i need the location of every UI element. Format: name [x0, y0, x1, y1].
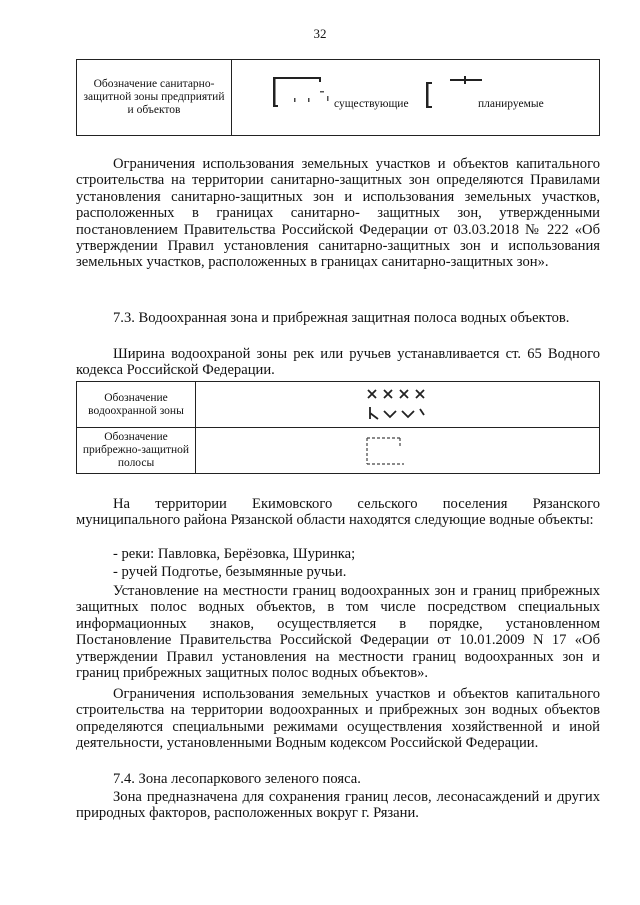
- water-protection-zone-symbol-cell: [196, 382, 600, 428]
- coastal-protection-strip-label: Обозначение прибрежно-защитной полосы: [77, 428, 196, 474]
- existing-sanitary-zone-symbol: [272, 76, 334, 114]
- water-zone-legend-table: [76, 381, 600, 474]
- table-row: [77, 428, 600, 474]
- planned-label: планируемые: [478, 98, 544, 110]
- section-heading-7-3: 7.3. Водоохранная зона и прибрежная защитная полоса водных объектов.: [113, 310, 570, 326]
- paragraph-sanitary-restrictions: Ограничения использования земельных участков и объектов капитального строительства на территории санитарно-защитных зон определяются Правилами установления санитарно-защитных зон и использования земельных участков, расположенных в границах санитарно- защитных зон, утвержденными постановлением Правительства Российской Федерации от 03.03.2018 № 222 «Об утверждении Правил установления санитарно-защитных зон и использования земельных участков, расположенных в границах санитарно-защитных зон».: [76, 156, 600, 271]
- section-heading-7-4: 7.4. Зона лесопаркового зеленого пояса.: [113, 771, 361, 787]
- sanitary-zone-label: Обозначение санитарно-защитной зоны предприятий и объектов: [77, 60, 232, 136]
- page-number: 32: [313, 26, 327, 41]
- sanitary-zone-legend-table: [76, 59, 600, 136]
- water-protection-zone-symbol: [366, 387, 442, 423]
- list-item-streams: - ручей Подготье, безымянные ручьи.: [113, 564, 347, 580]
- sanitary-zone-symbols: [232, 60, 600, 136]
- planned-sanitary-zone-symbol: [424, 76, 486, 114]
- water-protection-zone-label: Обозначение водоохранной зоны: [77, 382, 196, 428]
- paragraph-water-bodies-intro: На территории Екимовского сельского поселения Рязанского муниципального района Рязанской области находятся следующие водные объекты:: [76, 496, 600, 529]
- existing-label: существующие: [334, 98, 409, 110]
- list-item-rivers: - реки: Павловка, Берёзовка, Шуринка;: [113, 546, 356, 562]
- paragraph-green-belt: Зона предназначена для сохранения границ лесов, лесонасаждений и других природных факторов, расположенных вокруг г. Рязани.: [76, 789, 600, 822]
- table-row: [77, 60, 600, 136]
- paragraph-water-zone-restrictions: Ограничения использования земельных участков и объектов капитального строительства на территории водоохранных и прибрежных зон водных объектов определяются специальными режимами осуществления хозяйственной и иной деятельности, установленными Водным кодексом Российской Федерации.: [76, 686, 600, 752]
- paragraph-boundary-establishment: Установление на местности границ водоохранных зон и границ прибрежных защитных полос водных объектов, в том числе посредством специальных информационных знаков, осуществляется в порядке, установленном Постановление Правительства Российской Федерации от 10.01.2009 N 17 «Об утверждении Правил установления на местности границ водоохранных зон и границ прибрежных защитных полос водных объектов».: [76, 583, 600, 682]
- coastal-protection-strip-symbol-cell: [196, 428, 600, 474]
- coastal-protection-strip-symbol: [364, 434, 414, 468]
- table-row: [77, 382, 600, 428]
- paragraph-water-protection-width: Ширина водоохраной зоны рек или ручьев устанавливается ст. 65 Водного кодекса Российской Федерации.: [76, 346, 600, 379]
